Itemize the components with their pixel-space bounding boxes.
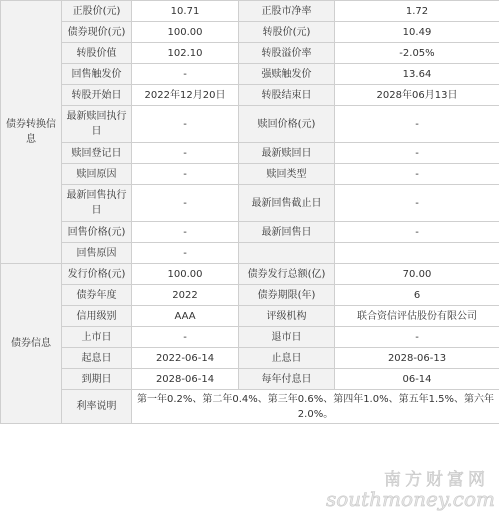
value-rating-agency: 联合资信评估股份有限公司 — [335, 306, 499, 327]
label-bond-term: 债券期限(年) — [239, 285, 335, 306]
label-putback-price: 回售价格(元) — [62, 222, 132, 243]
table-row — [1, 164, 499, 185]
label-conversion-end: 转股结束日 — [239, 85, 335, 106]
value-conversion-end: 2028年06月13日 — [335, 85, 499, 106]
label-redeem-type: 赎回类型 — [239, 164, 335, 185]
label-rate-description: 利率说明 — [62, 390, 132, 424]
section-conversion-info: 债券转换信息 — [1, 1, 62, 264]
label-putback-reason: 回售原因 — [62, 243, 132, 264]
label-forced-redeem-trigger: 强赎触发价 — [239, 64, 335, 85]
value-conversion-premium: -2.05% — [335, 43, 499, 64]
value-putback-reason: - — [132, 243, 239, 264]
table-row — [1, 106, 499, 143]
value-redeem-register: - — [132, 143, 239, 164]
value-delisting-date: - — [335, 327, 499, 348]
value-conversion-start: 2022年12月20日 — [132, 85, 239, 106]
table-row — [1, 43, 499, 64]
table-row — [1, 348, 499, 369]
value-bond-price: 100.00 — [132, 22, 239, 43]
value-conversion-price: 10.49 — [335, 22, 499, 43]
label-conversion-premium: 转股溢价率 — [239, 43, 335, 64]
table-row — [1, 1, 499, 22]
label-payment-date: 每年付息日 — [239, 369, 335, 390]
value-credit-rating: AAA — [132, 306, 239, 327]
section-bond-info: 债券信息 — [1, 264, 62, 424]
table-row — [1, 185, 499, 222]
value-latest-redeem-date: - — [335, 143, 499, 164]
table-row — [1, 306, 499, 327]
label-putback-trigger: 回售触发价 — [62, 64, 132, 85]
label-listing-date: 上市日 — [62, 327, 132, 348]
value-putback-trigger: - — [132, 64, 239, 85]
value-bond-term: 6 — [335, 285, 499, 306]
value-issue-total: 70.00 — [335, 264, 499, 285]
value-redeem-price: - — [335, 106, 499, 143]
label-interest-end: 止息日 — [239, 348, 335, 369]
table-row — [1, 390, 499, 424]
value-conversion-value: 102.10 — [132, 43, 239, 64]
table-row — [1, 22, 499, 43]
label-maturity-date: 到期日 — [62, 369, 132, 390]
value-listing-date: - — [132, 327, 239, 348]
watermark-en-text: southmoney.com — [325, 487, 495, 511]
value-maturity-date: 2028-06-14 — [132, 369, 239, 390]
label-conversion-price: 转股价(元) — [239, 22, 335, 43]
label-latest-putback-exec: 最新回售执行日 — [62, 185, 132, 222]
value-latest-putback-exec: - — [132, 185, 239, 222]
label-bond-price: 债券现价(元) — [62, 22, 132, 43]
label-stock-pb: 正股市净率 — [239, 1, 335, 22]
label-issue-price: 发行价格(元) — [62, 264, 132, 285]
value-stock-price: 10.71 — [132, 1, 239, 22]
site-watermark — [325, 465, 495, 511]
value-rate-description: 第一年0.2%、第二年0.4%、第三年0.6%、第四年1.0%、第五年1.5%、第六年2.0%。 — [132, 390, 499, 424]
table-row — [1, 64, 499, 85]
value-putback-price: - — [132, 222, 239, 243]
label-redeem-price: 赎回价格(元) — [239, 106, 335, 143]
value-forced-redeem-trigger: 13.64 — [335, 64, 499, 85]
label-issue-total: 债券发行总额(亿) — [239, 264, 335, 285]
value-payment-date: 06-14 — [335, 369, 499, 390]
label-latest-putback-deadline: 最新回售截止日 — [239, 185, 335, 222]
value-latest-putback-date: - — [335, 222, 499, 243]
label-rating-agency: 评级机构 — [239, 306, 335, 327]
value-redeem-type: - — [335, 164, 499, 185]
value-issue-price: 100.00 — [132, 264, 239, 285]
table-row — [1, 143, 499, 164]
label-latest-redeem-date: 最新赎回日 — [239, 143, 335, 164]
label-empty — [239, 243, 335, 264]
label-credit-rating: 信用级别 — [62, 306, 132, 327]
table-row — [1, 222, 499, 243]
table-row — [1, 285, 499, 306]
label-bond-year: 债券年度 — [62, 285, 132, 306]
label-latest-redeem-exec: 最新赎回执行日 — [62, 106, 132, 143]
label-delisting-date: 退市日 — [239, 327, 335, 348]
label-stock-price: 正股价(元) — [62, 1, 132, 22]
watermark-cn-text: 南方财富网 — [384, 470, 489, 490]
value-bond-year: 2022 — [132, 285, 239, 306]
value-latest-redeem-exec: - — [132, 106, 239, 143]
value-interest-end: 2028-06-13 — [335, 348, 499, 369]
table-row — [1, 264, 499, 285]
value-redeem-reason: - — [132, 164, 239, 185]
table-row — [1, 243, 499, 264]
table-row — [1, 85, 499, 106]
value-latest-putback-deadline: - — [335, 185, 499, 222]
value-empty — [335, 243, 499, 264]
label-conversion-value: 转股价值 — [62, 43, 132, 64]
table-row — [1, 327, 499, 348]
label-value-date: 起息日 — [62, 348, 132, 369]
label-redeem-register: 赎回登记日 — [62, 143, 132, 164]
label-redeem-reason: 赎回原因 — [62, 164, 132, 185]
label-conversion-start: 转股开始日 — [62, 85, 132, 106]
table-row — [1, 369, 499, 390]
value-stock-pb: 1.72 — [335, 1, 499, 22]
label-latest-putback-date: 最新回售日 — [239, 222, 335, 243]
value-value-date: 2022-06-14 — [132, 348, 239, 369]
